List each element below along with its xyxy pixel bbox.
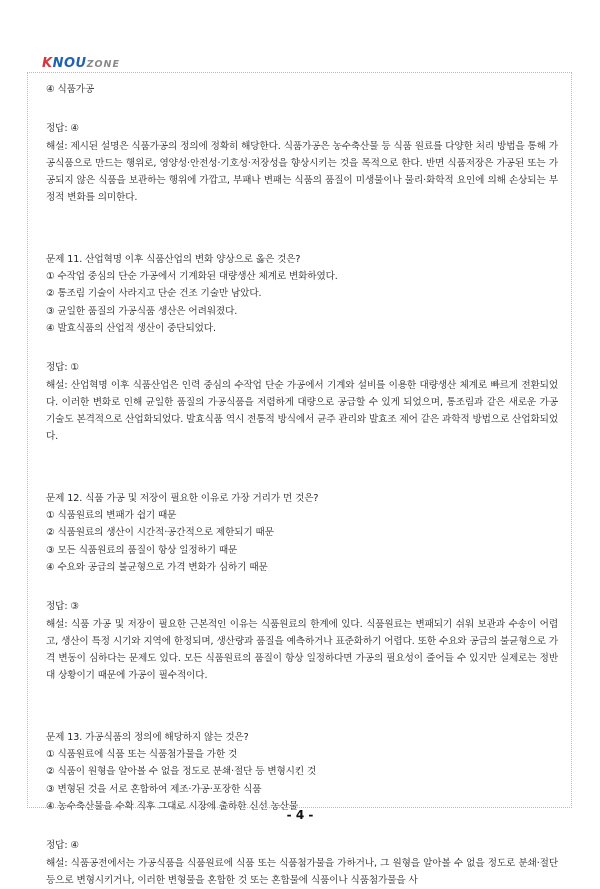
option-item: ④ 식품가공 [46,81,558,98]
option-item: ④ 수요와 공급의 불균형으로 가격 변화가 심하기 때문 [46,559,558,576]
explanation-text: 해설: 식품 가공 및 저장이 필요한 근본적인 이유는 식품원료의 한계에 있다. 식품원료는 변패되기 쉬워 보관과 수송이 어렵고, 생산이 특정 시기와 지역에 한정되며, 생산량과 품질을 예측하거나 표준화하기 어렵다. 또한 수요와 공급의 불균형으로 가격 변동이 심하다는 문제도 있다. 모든 식품원료의 품질이 항상 일정하다면 가공의 필요성이 줄어들 수 있지만 실제로는 정반대 상황이기 때문에 가공이 필수적이다. [46,616,558,685]
option-item: ② 식품이 원형을 알아볼 수 없을 정도로 분쇄·절단 등 변형시킨 것 [46,763,558,780]
explanation-text: 해설: 산업혁명 이후 식품산업은 인력 중심의 수작업 단순 가공에서 기계와 설비를 이용한 대량생산 체계로 빠르게 전환되었다. 이러한 변화로 인해 균일한 품질의 가공식품을 저렴하게 대량으로 공급할 수 있게 되었으며, 통조림과 같은 새로운 가공 기술도 본격적으로 산업화되었다. 발효식품 역시 전통적 방식에서 균주 관리와 발효조 제어 같은 과학적 방법으로 산업화되었다. [46,377,558,446]
question-11 [46,251,558,446]
option-item: ① 수작업 중심의 단순 가공에서 기계화된 대량생산 체계로 변화하였다. [46,268,558,285]
page-number: - 4 - [0,808,600,822]
option-item: ① 식품원료의 변패가 쉽기 때문 [46,507,558,524]
question-text: 문제 13. 가공식품의 정의에 해당하지 않는 것은? [46,729,558,746]
explanation-text: 해설: 식품공전에서는 가공식품을 식품원료에 식품 또는 식품첨가물을 가하거나, 그 원형을 알아볼 수 없을 정도로 분쇄·절단 등으로 변형시키거나, 이러한 변형물을 혼합한 것 또는 혼합물에 식품이나 식품첨가물을 사 [46,855,558,889]
answer-label: 정답: ① [46,359,558,376]
answer-label: 정답: ③ [46,598,558,615]
explanation-text: 해설: 제시된 설명은 식품가공의 정의에 정확히 해당한다. 식품가공은 농수축산물 등 식품 원료를 다양한 처리 방법을 통해 가공식품으로 만드는 행위로, 영양성·안전성·기호성·저장성을 향상시키는 것을 목적으로 한다. 반면 식품저장은 가공된 또는 가공되지 않은 식품을 보관하는 행위에 가깝고, 부패나 변패는 식품의 품질이 미생물이나 물리·화학적 요인에 의해 손상되는 부정적 변화를 의미한다. [46,138,558,207]
question-text: 문제 11. 산업혁명 이후 식품산업의 변화 양상으로 옳은 것은? [46,251,558,268]
question-12 [46,490,558,685]
option-item: ② 통조림 기술이 사라지고 단순 건조 기술만 남았다. [46,285,558,302]
answer-label: 정답: ④ [46,120,558,137]
document-content [46,78,558,889]
option-item: ③ 변형된 것을 서로 혼합하여 제조·가공·포장한 식품 [46,781,558,798]
option-item: ④ 농수축산물을 수확 직후 그대로 시장에 출하한 신선 농산물 [46,798,558,815]
answer-label: 정답: ④ [46,837,558,854]
question-text: 문제 12. 식품 가공 및 저장이 필요한 이유로 가장 거리가 먼 것은? [46,490,558,507]
option-item: ③ 모든 식품원료의 품질이 항상 일정하기 때문 [46,542,558,559]
option-item: ③ 균일한 품질의 가공식품 생산은 어려워졌다. [46,303,558,320]
option-item: ④ 발효식품의 산업적 생산이 중단되었다. [46,320,558,337]
knouzone-logo: KNOUZONE [42,56,120,72]
option-item: ② 식품원료의 생산이 시간적·공간적으로 제한되기 때문 [46,524,558,541]
option-item: ① 식품원료에 식품 또는 식품첨가물을 가한 것 [46,746,558,763]
